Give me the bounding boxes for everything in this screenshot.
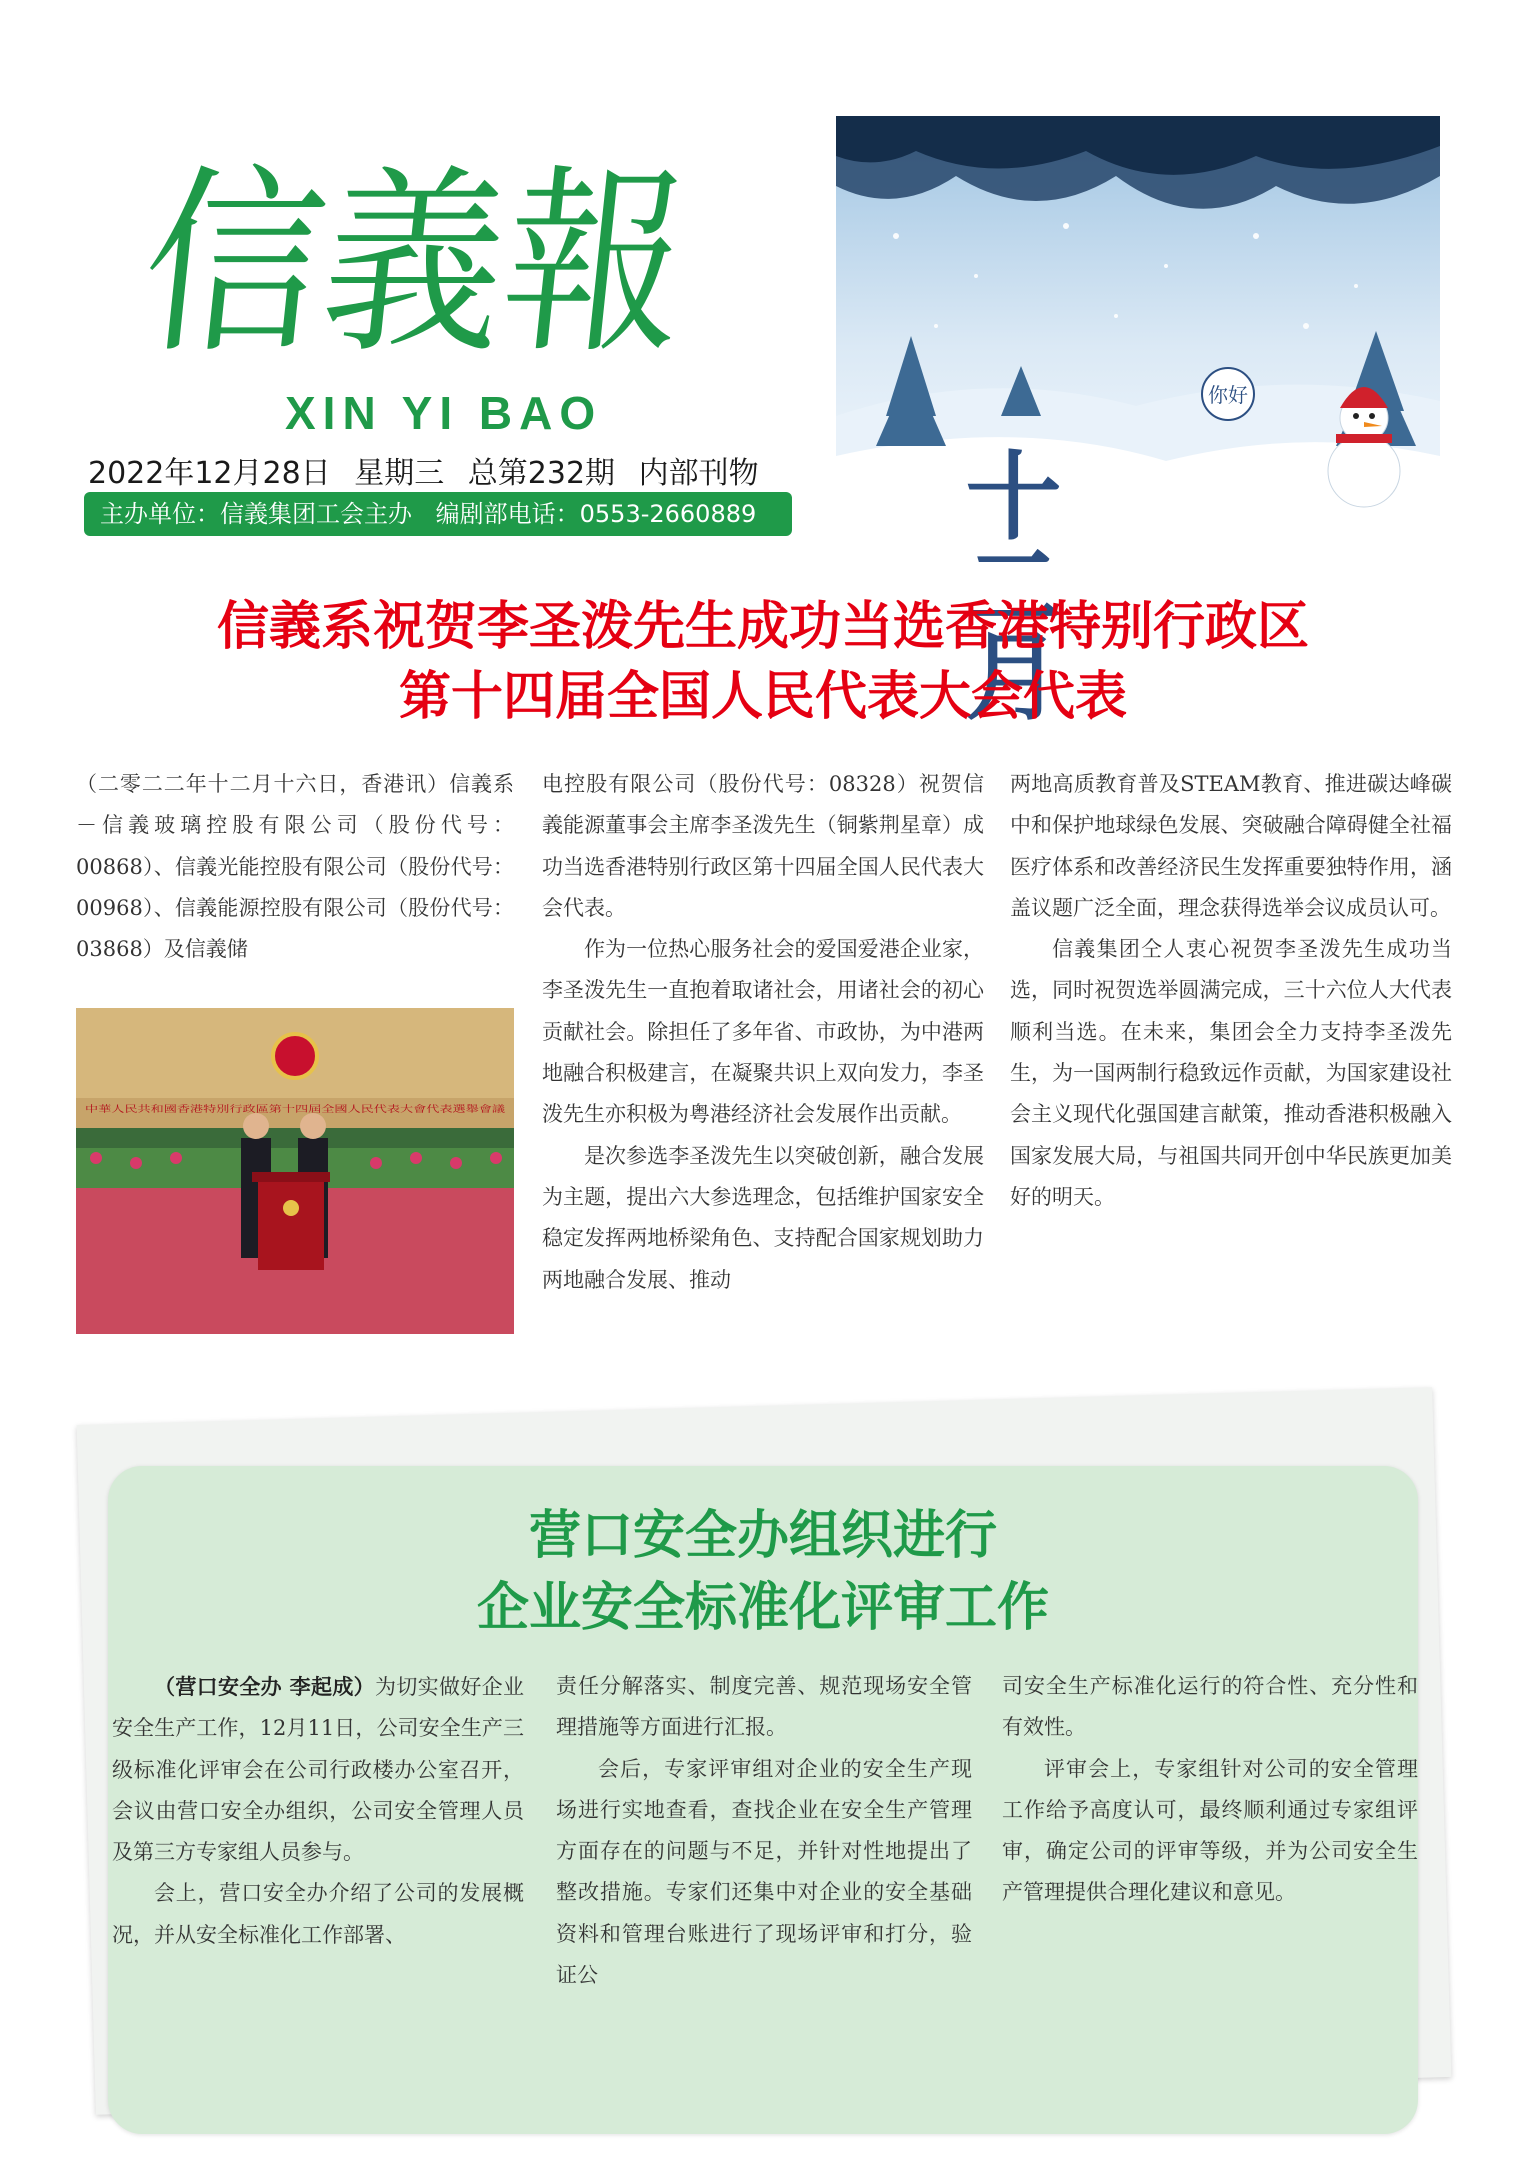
issue-date: 2022年12月28日 [88,456,331,491]
article1-column-3 [1010,764,1452,1218]
sponsor-text: 主办单位：信義集团工会主办 [100,500,412,528]
election-photo [76,1008,514,1334]
masthead-logo [132,118,757,381]
article1-col3-paragraph-1: 两地高质教育普及STEAM教育、推进碳达峰碳中和保护地球绿色发展、突破融合障碍健全社福医疗体系和改善经济民生发挥重要独特作用，涵盖议题广泛全面，理念获得选举会议成员认可。 [1010,772,1452,920]
article1-col2-paragraph-3: 是次参选李圣泼先生以突破创新，融合发展为主题，提出六大参选理念，包括维护国家安全稳定发挥两地桥梁角色、支持配合国家规划助力两地融合发展、推动 [542,1143,984,1292]
article1-col2-paragraph-2: 作为一位热心服务社会的爱国爱港企业家，李圣泼先生一直抱着取诸社会，用诸社会的初心贡献社会。除担任了多年省、市政协，为中港两地融合积极建言，在凝聚共识上双向发力，李圣泼先生亦积极为粤港经济社会发展作出贡献。 [542,937,984,1127]
winter-banner [836,116,1440,716]
issue-number: 总第232期 [467,456,616,491]
masthead-dateline [88,448,773,492]
article2-col3-paragraph-1: 司安全生产标准化运行的符合性、充分性和有效性。 [1002,1674,1418,1740]
article2-col2-paragraph-1: 责任分解落实、制度完善、规范现场安全管理措施等方面进行汇报。 [556,1674,972,1740]
logo-calligraphy-icon [132,118,757,381]
article2-column-1 [112,1666,524,1956]
article2-col1-paragraph-2: 会上，营口安全办介绍了公司的发展概况，并从安全标准化工作部署、 [112,1881,524,1947]
winter-scene-image [836,116,1440,716]
article1-col1-paragraph: （二零二二年十二月十六日，香港讯）信義系－信義玻璃控股有限公司（股份代号：00868）、信義光能控股有限公司（股份代号：00968）、信義能源控股有限公司（股份代号：03868）及信義储 [76,772,514,962]
election-hall-image [76,1008,514,1334]
article1-column-1 [76,764,514,970]
article2-col1-paragraph-1: 为切实做好企业安全生产工作，12月11日，公司安全生产三级标准化评审会在公司行政楼办公室召开，会议由营口安全办组织，公司安全管理人员及第三方专家组人员参与。 [112,1675,525,1865]
article1-column-2 [542,764,984,1301]
article2-byline: （营口安全办 李起成） [154,1674,375,1699]
article2-title-line2: 企业安全标准化评审工作 [476,1578,1049,1638]
article1-title-line1: 信義系祝贺李圣泼先生成功当选香港特别行政区 [216,596,1309,657]
article2-column-2 [556,1666,972,1996]
article2-headline [0,1500,1526,1644]
phone-text: 编剧部电话：0553-2660889 [435,500,757,528]
article2-column-3 [1002,1666,1418,1914]
masthead-pinyin: XIN YI BAO [285,387,603,439]
photo-banner-text: 中華人民共和國香港特別行政區第十四屆全國人民代表大會代表選舉會議 [85,1105,374,1115]
logo-text: 信義報 [132,148,757,381]
article1-col2-paragraph-1: 电控股有限公司（股份代号：08328）祝贺信義能源董事会主席李圣泼先生（铜紫荆星章）成功当选香港特别行政区第十四届全国人民代表大会代表。 [542,772,984,920]
article2-col3-paragraph-2: 评审会上，专家组针对公司的安全管理工作给予高度认可，最终顺利通过专家组评审，确定公司的评审等级，并为公司安全生产管理提供合理化建议和意见。 [1002,1756,1418,1905]
article2-title-line1: 营口安全办组织进行 [528,1506,997,1566]
banner-month-text: 十二月 [950,446,1062,716]
sponsor-bar [84,492,792,536]
article2-col2-paragraph-2: 会后，专家评审组对企业的安全生产现场进行实地查看，查找企业在安全生产管理方面存在的问题与不足，并针对性地提出了整改措施。专家们还集中对企业的安全基础资料和管理台账进行了现场评审和打分，验证公 [556,1756,972,1988]
article1-headline [0,592,1526,732]
issue-weekday: 星期三 [354,456,445,491]
article1-title-line2: 第十四届全国人民代表大会代表 [398,666,1127,727]
banner-greeting: 你好 [1208,383,1248,407]
publication-type: 内部刊物 [638,456,759,491]
article1-col3-paragraph-2: 信義集团仝人衷心祝贺李圣泼先生成功当选，同时祝贺选举圆满完成，三十六位人大代表顺利当选。在未来，集团会全力支持李圣泼先生，为一国两制行稳致远作贡献，为国家建设社会主义现代化强国建言献策，推动香港积极融入国家发展大局，与祖国共同开创中华民族更加美好的明天。 [1010,937,1452,1209]
